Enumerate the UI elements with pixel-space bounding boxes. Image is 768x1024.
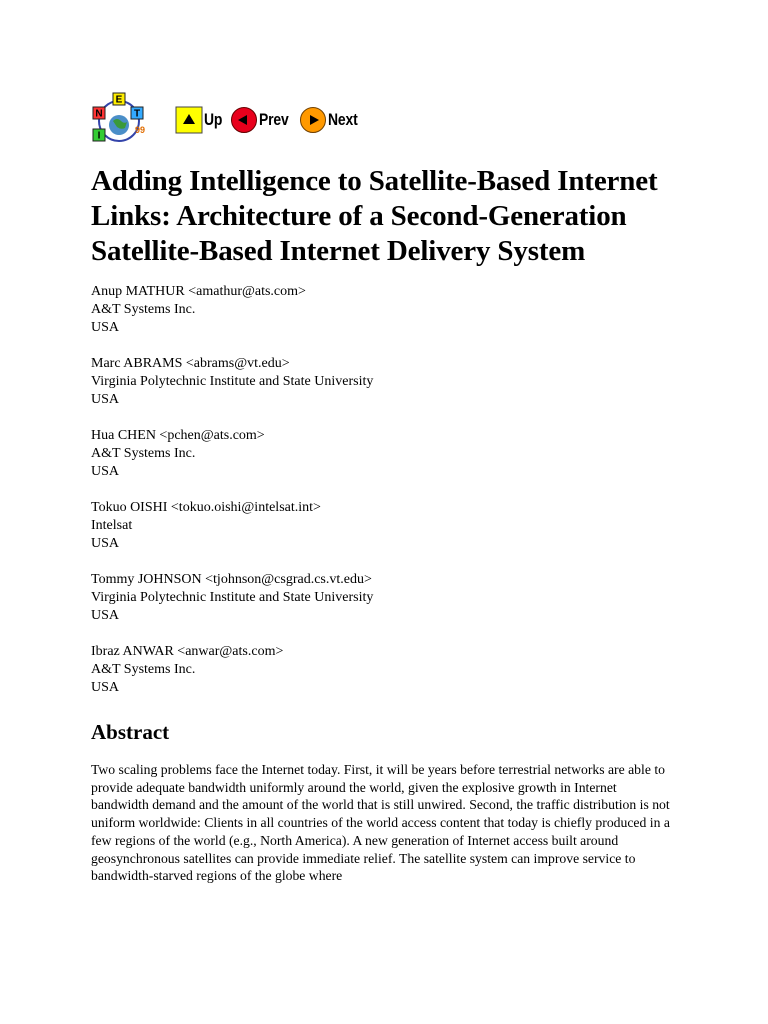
author-country: USA <box>91 392 120 407</box>
author-country: USA <box>91 464 120 479</box>
author-country: USA <box>91 536 120 551</box>
author-entry <box>91 283 681 337</box>
author-organization: Virginia Polytechnic Institute and State University <box>91 374 374 389</box>
prev-link-label: Prev <box>259 110 289 129</box>
svg-text:E: E <box>115 94 123 106</box>
abstract-heading: Abstract <box>91 720 170 744</box>
next-link-label: Next <box>328 110 358 129</box>
author-entry <box>91 643 681 697</box>
left-arrow-icon <box>230 106 258 134</box>
author-country: USA <box>91 608 120 623</box>
conference-logo <box>91 91 147 149</box>
author-country: USA <box>91 680 120 695</box>
up-arrow-icon <box>175 106 203 134</box>
logo-year: 99 <box>135 125 146 135</box>
navigation-bar <box>91 88 681 152</box>
paper-title: Adding Intelligence to Satellite-Based Internet Links: Architecture of a Second-Generation Satellite-Based Internet Delivery System <box>91 165 658 267</box>
right-arrow-icon <box>299 106 327 134</box>
author-name-email: Hua CHEN <pchen@ats.com> <box>91 428 265 443</box>
author-organization: Intelsat <box>91 518 133 533</box>
next-link[interactable] <box>299 106 364 134</box>
author-name-email: Tommy JOHNSON <tjohnson@csgrad.cs.vt.edu> <box>91 572 372 587</box>
author-entry <box>91 499 681 553</box>
author-organization: A&T Systems Inc. <box>91 302 196 317</box>
author-name-email: Marc ABRAMS <abrams@vt.edu> <box>91 356 290 371</box>
author-name-email: Tokuo OISHI <tokuo.oishi@intelsat.int> <box>91 500 321 515</box>
author-organization: A&T Systems Inc. <box>91 662 196 677</box>
prev-link[interactable] <box>230 106 295 134</box>
author-organization: A&T Systems Inc. <box>91 446 196 461</box>
globe-logo-icon <box>91 91 147 149</box>
author-organization: Virginia Polytechnic Institute and State University <box>91 590 374 605</box>
svg-text:N: N <box>95 108 103 120</box>
author-entry <box>91 427 681 481</box>
up-link[interactable] <box>175 106 226 134</box>
author-entry <box>91 571 681 625</box>
author-country: USA <box>91 320 120 335</box>
author-name-email: Anup MATHUR <amathur@ats.com> <box>91 284 306 299</box>
author-name-email: Ibraz ANWAR <anwar@ats.com> <box>91 644 284 659</box>
abstract-text: Two scaling problems face the Internet today. First, it will be years before terrestrial networks are able to provide adequate bandwidth uniformly around the world, given the explosive growth in Internet bandwidth demand and the amount of the world that is still unwired. Second, the traffic distribution is not uniform worldwide: Clients in all countries of the world access content that today is chiefly produced in a few regions of the world (e.g., North America). A new generation of Internet access built around geosynchronous satellites can provide immediate relief. The satellite system can improve service to bandwidth-starved regions of the globe where <box>91 762 670 884</box>
author-entry <box>91 355 681 409</box>
author-list <box>91 283 681 697</box>
document-page <box>91 88 681 885</box>
up-link-label: Up <box>204 110 223 129</box>
svg-text:T: T <box>133 108 141 120</box>
svg-text:I: I <box>97 130 101 142</box>
